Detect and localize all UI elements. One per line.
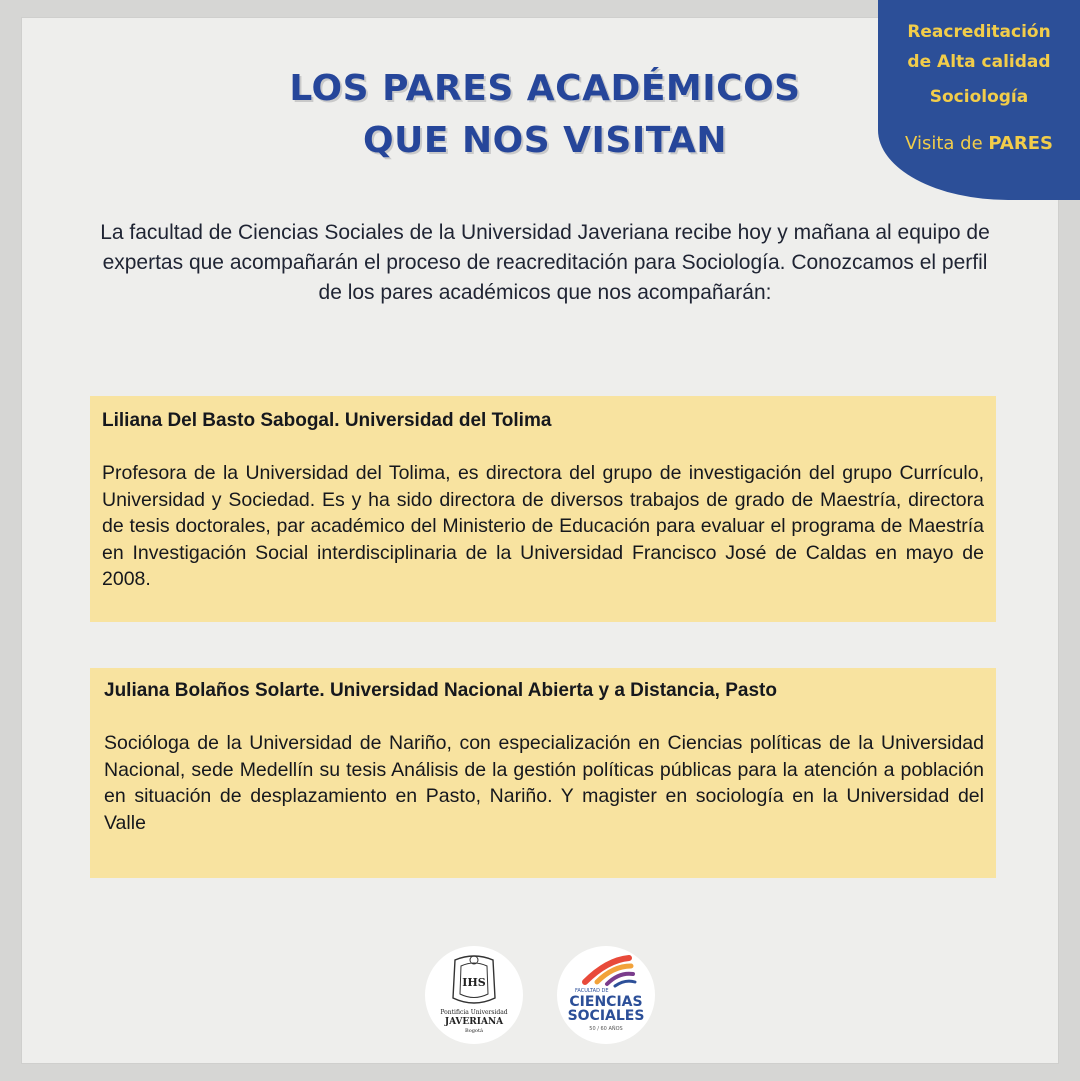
peer-name: Juliana Bolaños Solarte. Universidad Nacional Abierta y a Distancia, Pasto <box>104 680 777 701</box>
peer-card <box>90 396 996 622</box>
page-title-line-1: LOS PARES ACADÉMICOS <box>289 68 801 109</box>
badge-line-2: de Alta calidad <box>907 52 1051 72</box>
ciencias-sociales-emblem-icon <box>557 946 655 1044</box>
reaccreditation-badge <box>878 0 1080 200</box>
ciencias-sociales-logo <box>557 946 655 1044</box>
peer-description: Profesora de la Universidad del Tolima, es directora del grupo de investigación del grupo Currículo, Universidad y Sociedad. Es y ha sido directora de diversos trabajos de grado de Maestría, directora de tesis doctorales, par académico del Ministerio de Educación para evaluar el programa de Maestría en Investigación Social interdisciplinaria de la Universidad Francisco José de Caldas en mayo de 2008. <box>102 462 984 590</box>
javeriana-line-2: JAVERIANA <box>444 1017 504 1027</box>
javeriana-monogram: IHS <box>462 976 486 989</box>
intro-paragraph: La facultad de Ciencias Sociales de la Universidad Javeriana recibe hoy y mañana al equipo de expertas que acompañarán el proceso de reacreditación para Sociología. Conozcamos el perfil de los pares académicos que nos acompañarán: <box>100 221 990 304</box>
peer-description: Socióloga de la Universidad de Nariño, con especialización en Ciencias políticas de la Universidad Nacional, sede Medellín su tesis Análisis de la gestión políticas públicas para la atención a población en situación de desplazamiento en Pasto, Nariño. Y magister en sociología en la Universidad del Valle <box>104 732 984 834</box>
badge-visit <box>878 133 1080 154</box>
javeriana-crest-icon <box>425 946 523 1044</box>
ciencias-line-4: 50 / 60 AÑOS <box>589 1026 623 1032</box>
badge-visit-bold: PARES <box>988 133 1053 154</box>
ciencias-line-1: FACULTAD DE <box>575 988 609 994</box>
javeriana-line-1: Pontificia Universidad <box>440 1009 508 1016</box>
badge-line-3: Sociología <box>929 87 1029 107</box>
badge-line-1: Reacreditación <box>907 22 1051 42</box>
javeriana-logo <box>425 946 523 1044</box>
peer-name: Liliana Del Basto Sabogal. Universidad del Tolima <box>102 410 552 431</box>
javeriana-line-3: Bogotá <box>465 1028 483 1034</box>
page-title-line-2: QUE NOS VISITAN <box>363 120 727 161</box>
peer-card <box>90 668 996 878</box>
ciencias-line-3: SOCIALES <box>567 1008 645 1024</box>
badge-visit-prefix: Visita de <box>905 133 983 154</box>
ciencias-line-2: CIENCIAS <box>569 994 643 1010</box>
